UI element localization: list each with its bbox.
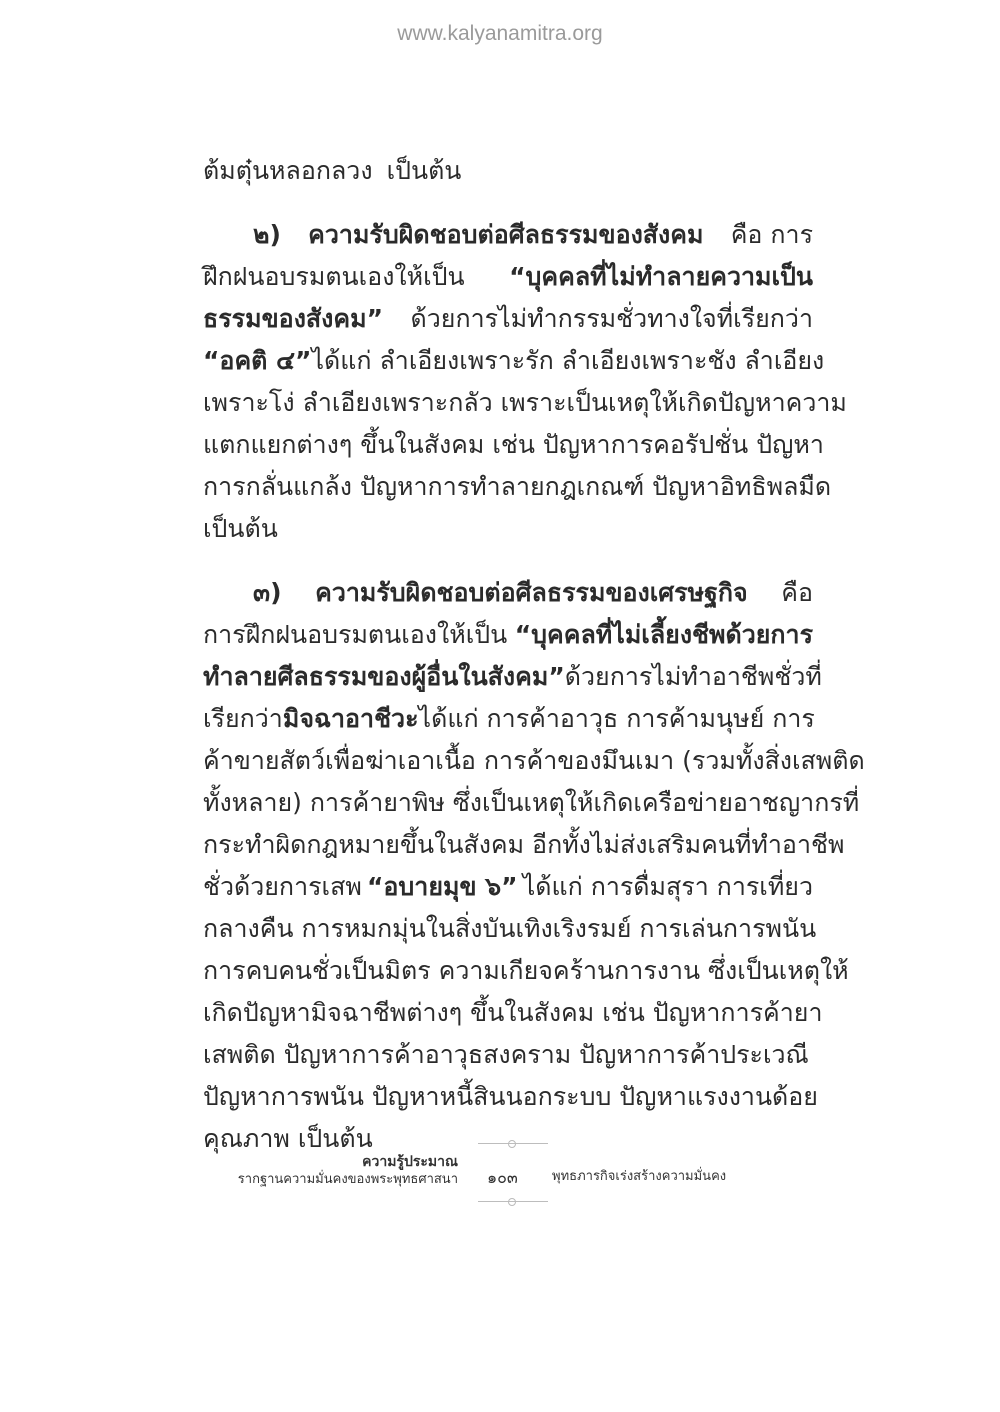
text-line — [203, 782, 860, 824]
text: ต้มตุ๋นหลอกลวง — [203, 156, 373, 185]
text: การฝึกฝนอบรมตนเองให้เป็น — [203, 620, 508, 649]
text: ด้วยการไม่ทำอาชีพชั่วที่ — [564, 662, 822, 691]
text: การคบคนชั่วเป็นมิตร ความเกียจคร้านการงาน ซึ่งเป็นเหตุให้ — [203, 956, 849, 985]
text: ด้วยการไม่ทำกรรมชั่วทางใจที่เรียกว่า — [410, 304, 813, 333]
page-body — [203, 150, 865, 1160]
ornament-icon — [508, 1140, 516, 1148]
term: มิจฉาอาชีวะ — [282, 704, 419, 733]
ornament-icon — [508, 1198, 516, 1206]
text: ได้แก่ การค้าอาวุธ การค้ามนุษย์ การ — [418, 704, 815, 733]
text: กลางคืน การหมกมุ่นในสิ่งบันเทิงเริงรมย์ การเล่นการพนัน — [203, 914, 817, 943]
text-line — [203, 1034, 813, 1076]
text-line — [203, 614, 813, 656]
book-subtitle: รากฐานความมั่นคงของพระพุทธศาสนา — [237, 1172, 458, 1187]
text-line — [203, 656, 822, 698]
page-number: ๑๐๓ — [487, 1168, 518, 1187]
book-title-block — [238, 1153, 458, 1189]
text-line — [203, 340, 825, 382]
text: เรียกว่า — [203, 704, 283, 733]
quote: ธรรมของสังคม” — [203, 304, 384, 333]
text-line — [203, 508, 813, 550]
text-line — [203, 150, 813, 192]
text-line — [203, 866, 813, 908]
quote: “อบายมุข ๖” — [366, 872, 518, 901]
item-number: ๓) — [253, 578, 282, 607]
text-line — [203, 824, 845, 866]
text: เป็นต้น — [203, 514, 278, 543]
text: ปัญหาการพนัน ปัญหาหนี้สินนอกระบบ ปัญหาแรงงานด้อย — [203, 1082, 818, 1111]
text-line — [203, 908, 817, 950]
text: เป็นต้น — [386, 156, 462, 185]
text-line — [203, 740, 865, 782]
text: คือ การ — [730, 220, 813, 249]
text: ชั่วด้วยการเสพ — [203, 872, 362, 901]
text: ทั้งหลาย) การค้ายาพิษ ซึ่งเป็นเหตุให้เกิดเครือข่ายอาชญากรที่ — [203, 788, 860, 817]
text: คุณภาพ เป็นต้น — [203, 1124, 373, 1153]
quote: “อคติ ๔” — [203, 346, 312, 375]
text: การกลั่นแกล้ง ปัญหาการทำลายกฎเกณฑ์ ปัญหาอิทธิพลมืด — [203, 472, 832, 501]
text: ได้แก่ การดื่มสุรา การเที่ยว — [522, 872, 813, 901]
text-line — [203, 424, 824, 466]
chapter-title: พุทธภารกิจเร่งสร้างความมั่นคง — [552, 1169, 727, 1184]
watermark: www.kalyanamitra.org — [397, 22, 603, 45]
text: เกิดปัญหามิจฉาชีพต่างๆ ขึ้นในสังคม เช่น ปัญหาการค้ายา — [203, 998, 823, 1027]
text: ฝึกฝนอบรมตนเองให้เป็น — [203, 262, 465, 291]
item-title: ความรับผิดชอบต่อศีลธรรมของสังคม — [308, 220, 704, 249]
item-number: ๒) — [253, 220, 281, 249]
text: ค้าขายสัตว์เพื่อฆ่าเอาเนื้อ การค้าของมึนเมา (รวมทั้งสิ่งเสพติด — [203, 746, 865, 775]
text: เสพติด ปัญหาการค้าอาวุธสงคราม ปัญหาการค้าประเวณี — [203, 1040, 809, 1069]
text-line — [203, 992, 823, 1034]
text: คือ — [781, 578, 813, 607]
item-title: ความรับผิดชอบต่อศีลธรรมของเศรษฐกิจ — [315, 578, 748, 607]
book-title: ความรู้ประมาณ — [362, 1154, 458, 1170]
paragraph-3-heading — [203, 572, 813, 614]
text: แตกแยกต่างๆ ขึ้นในสังคม เช่น ปัญหาการคอรัปชั่น ปัญหา — [203, 430, 824, 459]
text-line — [203, 256, 813, 298]
text-line — [203, 466, 832, 508]
quote: ทำลายศีลธรรมของผู้อื่นในสังคม” — [203, 662, 565, 691]
quote: “บุคคลที่ไม่ทำลายความเป็น — [509, 262, 813, 291]
text: ได้แก่ ลำเอียงเพราะรัก ลำเอียงเพราะชัง ลำเอียง — [311, 346, 825, 375]
text: กระทำผิดกฎหมายขึ้นในสังคม อีกทั้งไม่ส่งเสริมคนที่ทำอาชีพ — [203, 830, 845, 859]
text-line — [203, 298, 813, 340]
text-line — [203, 382, 847, 424]
text-line — [203, 950, 849, 992]
text-line — [203, 1076, 818, 1118]
quote: “บุคคลที่ไม่เลี้ยงชีพด้วยการ — [514, 620, 813, 649]
text-line — [203, 698, 813, 740]
text: เพราะโง่ ลำเอียงเพราะกลัว เพราะเป็นเหตุให้เกิดปัญหาความ — [203, 388, 847, 417]
paragraph-2-heading — [203, 214, 813, 256]
page-footer — [0, 1143, 1000, 1213]
